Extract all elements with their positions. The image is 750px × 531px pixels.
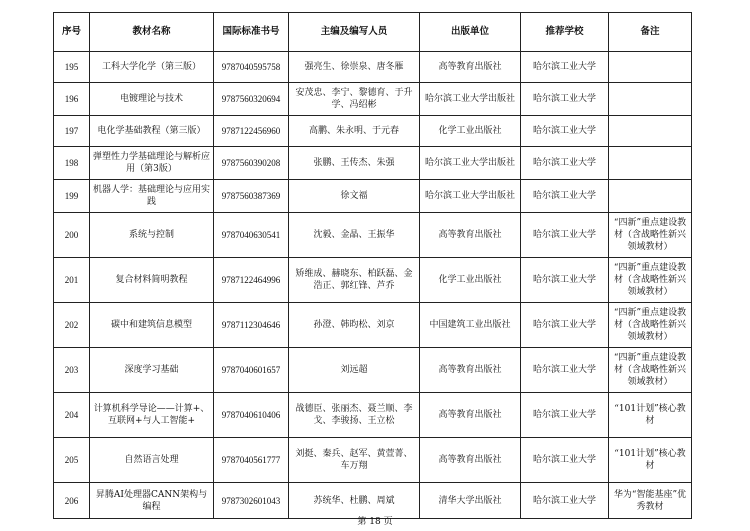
row-note [609,116,692,147]
row-editors: 刘远超 [289,348,420,393]
row-isbn: 9787112304646 [214,303,289,348]
row-isbn: 9787560390208 [214,147,289,180]
row-publisher: 中国建筑工业出版社 [420,303,521,348]
row-seq: 202 [54,303,90,348]
table-row [54,258,692,303]
row-editors: 高鹏、朱永明、于元春 [289,116,420,147]
row-note [609,180,692,213]
row-school: 哈尔滨工业大学 [521,213,609,258]
header-note: 备注 [609,13,692,52]
page-number: 第 18 页 [357,517,393,527]
row-title: 复合材料简明教程 [90,258,214,303]
row-title: 碳中和建筑信息模型 [90,303,214,348]
row-isbn: 9787040595758 [214,52,289,83]
row-school: 哈尔滨工业大学 [521,52,609,83]
table-row [54,483,692,519]
row-school: 哈尔滨工业大学 [521,438,609,483]
row-note: 华为“智能基座”优秀教材 [609,483,692,519]
row-title: 电镀理论与技术 [90,83,214,116]
row-publisher: 清华大学出版社 [420,483,521,519]
row-title: 计算机科学导论——计算+、互联网+与人工智能+ [90,393,214,438]
row-school: 哈尔滨工业大学 [521,83,609,116]
table-row [54,213,692,258]
row-seq: 204 [54,393,90,438]
row-school: 哈尔滨工业大学 [521,483,609,519]
row-publisher: 高等教育出版社 [420,52,521,83]
header-title: 教材名称 [90,13,214,52]
row-school: 哈尔滨工业大学 [521,147,609,180]
table-row [54,303,692,348]
textbook-table [53,12,692,519]
row-school: 哈尔滨工业大学 [521,303,609,348]
row-school: 哈尔滨工业大学 [521,116,609,147]
row-title: 系统与控制 [90,213,214,258]
row-seq: 198 [54,147,90,180]
table-row [54,180,692,213]
table-row [54,438,692,483]
row-publisher: 高等教育出版社 [420,438,521,483]
row-school: 哈尔滨工业大学 [521,180,609,213]
row-isbn: 9787122464996 [214,258,289,303]
row-title: 深度学习基础 [90,348,214,393]
row-school: 哈尔滨工业大学 [521,258,609,303]
row-editors: 张鹏、王传杰、朱强 [289,147,420,180]
row-editors: 强亮生、徐崇泉、唐冬雁 [289,52,420,83]
row-title: 机器人学：基础理论与应用实践 [90,180,214,213]
header-publisher: 出版单位 [420,13,521,52]
row-note: “四新”重点建设教材（含战略性新兴领域教材） [609,348,692,393]
row-seq: 201 [54,258,90,303]
row-editors: 安茂忠、李宁、黎德育、于升学、冯绍彬 [289,83,420,116]
row-isbn: 9787302601043 [214,483,289,519]
row-note [609,52,692,83]
row-publisher: 哈尔滨工业大学出版社 [420,83,521,116]
row-school: 哈尔滨工业大学 [521,393,609,438]
row-seq: 206 [54,483,90,519]
row-note: “四新”重点建设教材（含战略性新兴领域教材） [609,258,692,303]
table-row [54,348,692,393]
row-title: 昇腾AI处理器CANN架构与编程 [90,483,214,519]
row-isbn: 9787040610406 [214,393,289,438]
row-seq: 203 [54,348,90,393]
row-note [609,147,692,180]
row-isbn: 9787560387369 [214,180,289,213]
row-school: 哈尔滨工业大学 [521,348,609,393]
row-note: “101计划”核心教材 [609,438,692,483]
row-title: 工科大学化学（第三版） [90,52,214,83]
row-publisher: 化学工业出版社 [420,258,521,303]
row-note: “四新”重点建设教材（含战略性新兴领域教材） [609,213,692,258]
row-publisher: 哈尔滨工业大学出版社 [420,147,521,180]
table-row [54,52,692,83]
row-editors: 苏统华、杜鹏、周斌 [289,483,420,519]
row-publisher: 化学工业出版社 [420,116,521,147]
row-editors: 孙澄、韩昀松、刘京 [289,303,420,348]
row-publisher: 高等教育出版社 [420,348,521,393]
row-seq: 195 [54,52,90,83]
row-seq: 205 [54,438,90,483]
row-note: “101计划”核心教材 [609,393,692,438]
header-editors: 主编及编写人员 [289,13,420,52]
table-header-row [54,13,692,52]
row-isbn: 9787040601657 [214,348,289,393]
row-note [609,83,692,116]
row-publisher: 高等教育出版社 [420,213,521,258]
row-note: “四新”重点建设教材（含战略性新兴领域教材） [609,303,692,348]
table-row [54,116,692,147]
row-seq: 197 [54,116,90,147]
table-row [54,393,692,438]
row-editors: 沈毅、金晶、王振华 [289,213,420,258]
header-isbn: 国际标准书号 [214,13,289,52]
row-seq: 200 [54,213,90,258]
row-seq: 199 [54,180,90,213]
row-editors: 战德臣、张丽杰、聂兰顺、李戈、李骏扬、王立松 [289,393,420,438]
row-isbn: 9787560320694 [214,83,289,116]
table-row [54,147,692,180]
row-title: 弹塑性力学基础理论与解析应用（第3版） [90,147,214,180]
row-isbn: 9787122456960 [214,116,289,147]
row-isbn: 9787040630541 [214,213,289,258]
row-seq: 196 [54,83,90,116]
header-seq: 序号 [54,13,90,52]
row-editors: 矫维成、赫晓东、柏跃磊、金浩正、郭红锋、芦乔 [289,258,420,303]
header-school: 推荐学校 [521,13,609,52]
row-editors: 徐文福 [289,180,420,213]
row-editors: 刘挺、秦兵、赵军、黄萱菁、车万翔 [289,438,420,483]
row-isbn: 9787040561777 [214,438,289,483]
table-row [54,83,692,116]
row-title: 自然语言处理 [90,438,214,483]
row-publisher: 高等教育出版社 [420,393,521,438]
row-title: 电化学基础教程（第三版） [90,116,214,147]
row-publisher: 哈尔滨工业大学出版社 [420,180,521,213]
